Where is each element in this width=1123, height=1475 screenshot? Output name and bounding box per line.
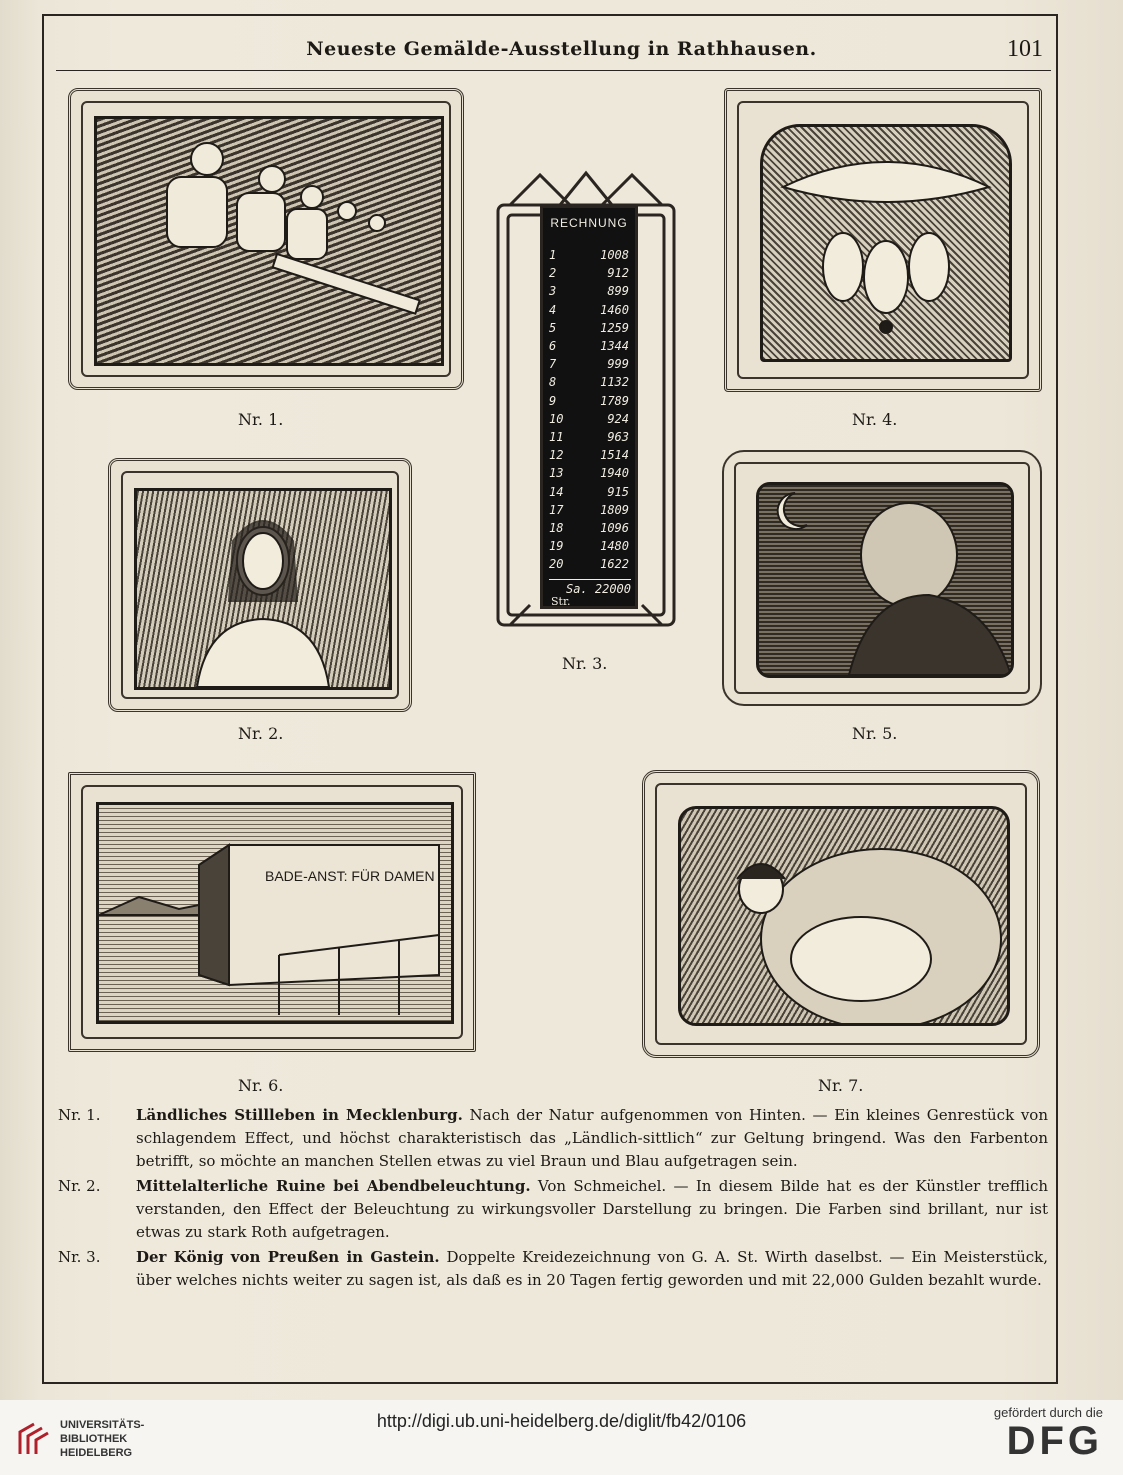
bill-blackboard [540, 205, 638, 609]
bill-row-value: 1096 [600, 521, 629, 535]
bill-row [549, 357, 629, 373]
woman-cover-illustration [681, 809, 1007, 1023]
bill-row-number: 9 [549, 393, 557, 408]
picture-6 [68, 772, 476, 1052]
bill-row-value: 1480 [600, 539, 629, 554]
caption-nr-1: Nr. 1. [238, 410, 284, 429]
engraving-bathhouse [96, 802, 454, 1024]
bill-row-value: 1940 [600, 466, 629, 481]
bill-row [549, 485, 629, 501]
bill-row [549, 394, 629, 410]
bill-row-number: 4 [549, 302, 557, 317]
mouth-illustration [763, 127, 1009, 359]
engraving-mouth-ears [760, 124, 1012, 362]
bill-row-number: 5 [549, 320, 557, 335]
descriptions [58, 1104, 1048, 1294]
picture-7 [642, 770, 1040, 1058]
bathhouse-sign: BADE-ANST: FÜR DAMEN [265, 868, 435, 884]
bill-row-number: 13 [549, 466, 564, 481]
bill-str: Str. [551, 595, 571, 608]
bill-row-value: 915 [607, 484, 629, 499]
bill-row [549, 521, 629, 537]
bill-row-value: 1344 [600, 339, 629, 353]
bathhouse-illustration [99, 805, 451, 1021]
bill-row-number: 14 [549, 484, 564, 499]
bill-row-number: 7 [549, 357, 557, 372]
bill-sum: Sa. 22000 [549, 579, 631, 596]
description-number: Nr. 3. [58, 1248, 101, 1266]
bill-row-value: 1809 [600, 502, 629, 517]
caption-nr-7: Nr. 7. [818, 1076, 864, 1095]
caption-nr-4: Nr. 4. [852, 410, 898, 429]
page-number: 101 [1007, 36, 1043, 62]
bill-row [549, 412, 629, 428]
bill-row [549, 303, 629, 319]
description-number: Nr. 2. [58, 1177, 101, 1195]
bill-row [549, 557, 629, 573]
bill-row-number: 12 [549, 448, 564, 463]
page-title: Neueste Gemälde-Ausstellung in Rathhausen. [306, 38, 817, 60]
picture-1 [68, 88, 464, 390]
description-title: Mittelalterliche Ruine bei Abendbeleuchtung. [136, 1177, 531, 1195]
description-item [58, 1246, 1048, 1292]
bill-row-value: 999 [607, 357, 629, 372]
bill-row [549, 339, 629, 355]
library-name-line2: BIBLIOTHEK [60, 1433, 128, 1445]
bill-row-number: 20 [549, 557, 564, 572]
bill-row [549, 430, 629, 446]
bill-row-value: 1789 [600, 393, 629, 408]
engraving-woman-portrait [134, 488, 392, 690]
caption-nr-5: Nr. 5. [852, 724, 898, 743]
library-name-line1: UNIVERSITÄTS- [60, 1419, 145, 1431]
bill-row-number: 10 [549, 411, 564, 426]
bill-row-value: 912 [607, 266, 629, 281]
caption-nr-2: Nr. 2. [238, 724, 284, 743]
bill-row-number: 17 [549, 502, 564, 517]
bill-row-number: 19 [549, 539, 564, 554]
bill-row-value: 1460 [600, 302, 629, 317]
bill-row [549, 375, 629, 391]
caption-nr-6: Nr. 6. [238, 1076, 284, 1095]
engraving-man-moon [756, 482, 1014, 678]
sponsor-logo[interactable] [994, 1405, 1103, 1462]
bill-row-number: 8 [549, 375, 557, 390]
bill-row [549, 321, 629, 337]
engraving-woman-under-cover [678, 806, 1010, 1026]
bill-row-number: 3 [549, 284, 557, 299]
bill-row-value: 1259 [600, 320, 629, 335]
bill-row [549, 248, 629, 264]
bill-row-number: 18 [549, 521, 564, 535]
description-text: Von Schmeichel. — In diesem Bilde hat es der Künstler trefflich verstanden, den Effect der Beleuchtung zu wirkungsvoller Darstellung zu bringen. Die Farben sind brillant, nur ist etwas zu stark Roth aufgetragen. [136, 1177, 1049, 1241]
bill-title: RECHNUNG [550, 216, 628, 230]
woman-illustration [137, 491, 389, 687]
bill-row-value: 1514 [600, 448, 629, 463]
bill-row-value: 924 [607, 411, 629, 426]
bill-row-number: 2 [549, 266, 557, 281]
bill-row-value: 899 [607, 284, 629, 299]
sponsor-label: gefördert durch die [993, 1405, 1103, 1420]
bill-row-value: 1622 [600, 557, 629, 572]
bill-row-number: 11 [549, 430, 564, 444]
description-item [58, 1104, 1048, 1173]
man-moon-illustration [759, 485, 1011, 675]
bill-row [549, 539, 629, 555]
permalink-url[interactable]: http://digi.ub.uni-heidelberg.de/diglit/fb42/0106 [376, 1411, 747, 1431]
engraving-figures-at-trough [94, 116, 444, 366]
picture-2 [108, 458, 412, 712]
bill-row-value: 1008 [600, 248, 629, 262]
picture-4 [724, 88, 1042, 392]
bill-row-value: 1132 [600, 375, 629, 390]
bill-row-number: 1 [549, 248, 557, 262]
description-text: Doppelte Kreidezeichnung von G. A. St. Wirth daselbst. — Ein Meisterstück, über welches nichts weiter zu sagen ist, als daß es in 20 Tagen fertig geworden und mit 22,000 Gulden bezahlt wurde. [136, 1248, 1048, 1289]
description-title: Der König von Preußen in Gastein. [136, 1248, 440, 1266]
description-title: Ländliches Stillleben in Mecklenburg. [136, 1106, 463, 1124]
description-number: Nr. 1. [58, 1106, 101, 1124]
picture-5 [722, 450, 1042, 706]
figures-illustration [97, 119, 441, 363]
header-rule [56, 70, 1051, 71]
sponsor-name: DFG [1006, 1419, 1103, 1463]
bill-row [549, 266, 629, 282]
bill-row-number: 6 [549, 339, 557, 353]
bill-row [549, 503, 629, 519]
bill-row-value: 963 [607, 430, 629, 444]
bill-row [549, 466, 629, 482]
bill-row [549, 284, 629, 300]
library-name-line3: HEIDELBERG [60, 1447, 133, 1459]
description-text: Nach der Natur aufgenommen von Hinten. — Ein kleines Genrestück von schlagendem Effect, und höchst charakteristisch das „Ländlich-sittlich“ zur Geltung bringend. Was den Farbenton betrifft, so möchte an manchen Stellen etwas zu viel Braun und Blau aufgetragen sein. [136, 1106, 1048, 1170]
bill-row [549, 448, 629, 464]
caption-nr-3: Nr. 3. [562, 654, 608, 673]
description-item [58, 1175, 1048, 1244]
